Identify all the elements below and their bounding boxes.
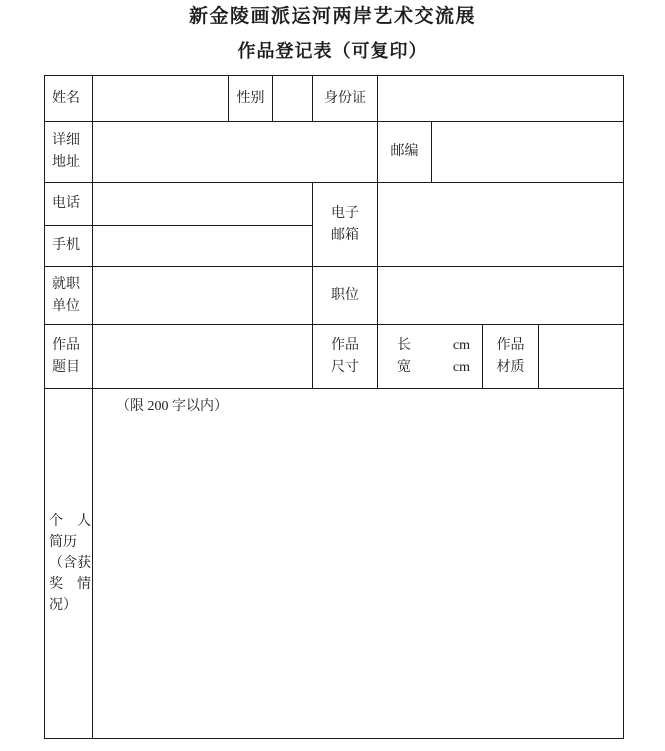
phone-label: 电话 bbox=[52, 196, 80, 211]
name-input-cell[interactable] bbox=[93, 76, 229, 122]
id-card-label-cell bbox=[313, 76, 378, 122]
width-unit: cm bbox=[452, 359, 470, 375]
artwork-title-label-cell bbox=[45, 325, 93, 389]
email-label-line2: 邮箱 bbox=[331, 227, 359, 243]
phone-label-cell bbox=[45, 183, 93, 226]
phone-input-cell[interactable] bbox=[93, 183, 313, 226]
address-label-cell bbox=[45, 122, 93, 183]
employer-input-cell[interactable] bbox=[93, 267, 313, 325]
artwork-material-label-line2: 材质 bbox=[496, 359, 525, 375]
address-label-line2: 地址 bbox=[52, 155, 80, 170]
id-card-input-cell[interactable] bbox=[378, 76, 624, 122]
biography-label-line1: 个 人 bbox=[49, 514, 91, 529]
artwork-material-input-cell[interactable] bbox=[539, 325, 624, 389]
position-label-cell bbox=[313, 267, 378, 325]
mobile-label: 手机 bbox=[52, 238, 80, 253]
employer-label-line1: 就职 bbox=[52, 276, 80, 292]
mobile-label-cell bbox=[45, 226, 93, 267]
length-unit: cm bbox=[452, 337, 470, 353]
id-card-label: 身份证 bbox=[324, 90, 366, 106]
artwork-title-label-line2: 题目 bbox=[52, 359, 80, 375]
employer-label-line2: 单位 bbox=[52, 298, 80, 314]
email-label-line1: 电子 bbox=[331, 205, 359, 221]
email-input-cell[interactable] bbox=[378, 183, 624, 267]
biography-label-line5: 况） bbox=[49, 598, 77, 613]
address-input-cell[interactable] bbox=[93, 122, 378, 183]
page-title: 新金陵画派运河两岸艺术交流展 bbox=[188, 6, 476, 27]
artwork-size-label-cell bbox=[313, 325, 378, 389]
artwork-material-label-cell bbox=[483, 325, 539, 389]
page-subtitle: 作品登记表（可复印） bbox=[237, 41, 428, 61]
width-row bbox=[378, 357, 482, 379]
length-row bbox=[378, 335, 482, 357]
biography-label-line3: （含获 bbox=[49, 556, 91, 571]
gender-label-cell bbox=[229, 76, 273, 122]
employer-label-cell bbox=[45, 267, 93, 325]
postal-code-label: 邮编 bbox=[390, 144, 419, 159]
postal-code-label-cell bbox=[378, 122, 432, 183]
artwork-size-label-line2: 尺寸 bbox=[331, 359, 359, 375]
artwork-title-label-line1: 作品 bbox=[52, 337, 80, 353]
biography-input-cell[interactable] bbox=[93, 389, 624, 739]
artwork-title-input-cell[interactable] bbox=[93, 325, 313, 389]
gender-label: 性别 bbox=[236, 90, 265, 106]
biography-label-line4: 奖 情 bbox=[49, 577, 91, 592]
biography-label-line2: 简历 bbox=[49, 535, 77, 550]
length-label: 长 bbox=[397, 337, 411, 353]
postal-code-input-cell[interactable] bbox=[432, 122, 624, 183]
name-label: 姓名 bbox=[52, 90, 80, 106]
artwork-dimensions-cell[interactable] bbox=[378, 325, 483, 389]
position-label: 职位 bbox=[331, 287, 359, 303]
email-label-cell bbox=[313, 183, 378, 267]
address-label-line1: 详细 bbox=[52, 133, 80, 148]
biography-label-cell bbox=[45, 389, 93, 739]
registration-form-table bbox=[44, 75, 624, 739]
name-label-cell bbox=[45, 76, 93, 122]
gender-input-cell[interactable] bbox=[273, 76, 313, 122]
artwork-size-label-line1: 作品 bbox=[331, 337, 359, 353]
mobile-input-cell[interactable] bbox=[93, 226, 313, 267]
width-label: 宽 bbox=[397, 359, 411, 375]
position-input-cell[interactable] bbox=[378, 267, 624, 325]
word-limit-hint: （限 200 字以内） bbox=[116, 399, 228, 414]
artwork-material-label-line1: 作品 bbox=[496, 337, 525, 353]
